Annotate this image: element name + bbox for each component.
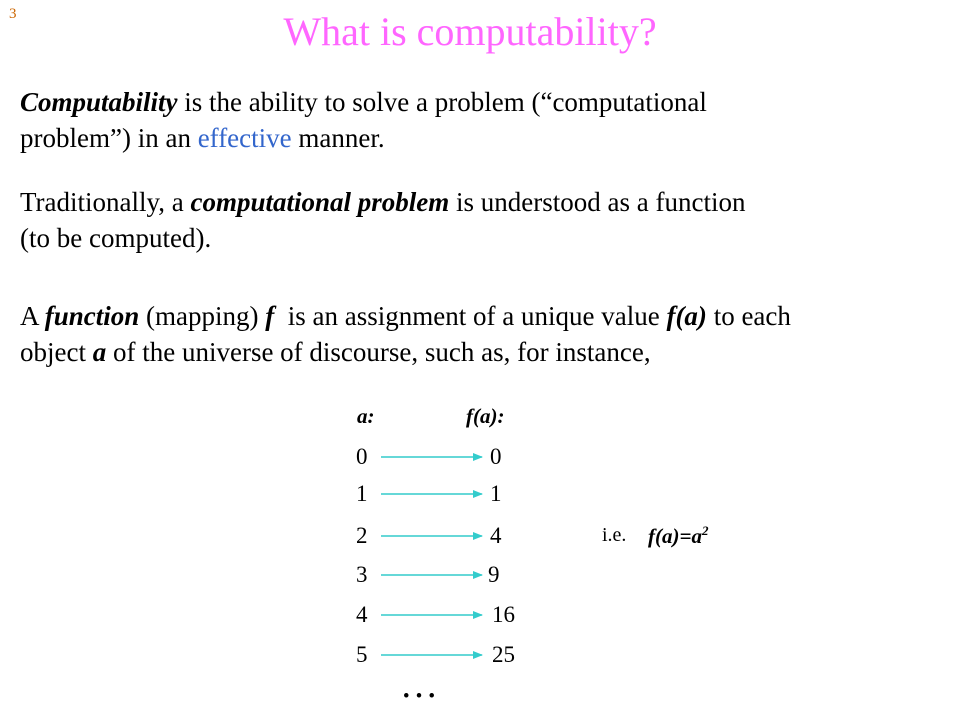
ellipsis: …	[400, 664, 441, 706]
para3-text6: of the universe of discourse, such as, for instance,	[106, 337, 651, 367]
para2-text2: is understood as a function	[449, 187, 746, 217]
symbol-fa: f(a)	[666, 301, 707, 331]
para1-text2: problem”) in an	[20, 123, 198, 153]
formula-text: f(a)=a	[648, 524, 702, 548]
para3-text5: object	[20, 337, 93, 367]
slide-title: What is computability?	[283, 9, 657, 54]
symbol-f: f	[265, 301, 275, 331]
column-header-a: a:	[357, 404, 375, 428]
para3-text1: A	[20, 301, 45, 331]
para1-text3: manner.	[291, 123, 385, 153]
para1-text1: is the ability to solve a problem (“computational	[177, 87, 707, 117]
value-fa-3: 9	[488, 562, 500, 587]
value-a-2: 2	[356, 523, 368, 548]
term-function: function	[44, 301, 140, 331]
slide-number: 3	[9, 6, 17, 22]
para3-text2: (mapping)	[139, 301, 266, 331]
value-fa-0: 0	[490, 444, 502, 469]
term-effective: effective	[197, 123, 292, 153]
formula-exponent: 2	[701, 523, 709, 538]
term-computational-problem: computational problem	[190, 187, 450, 217]
column-header-fa: f(a):	[466, 404, 505, 428]
value-fa-2: 4	[490, 523, 502, 548]
symbol-a: a	[92, 337, 107, 367]
value-fa-1: 1	[490, 481, 502, 506]
value-a-3: 3	[356, 562, 368, 587]
ie-label: i.e.	[602, 524, 627, 546]
value-a-5: 5	[356, 642, 368, 667]
value-a-4: 4	[356, 602, 368, 627]
para3-text4: to each	[706, 301, 791, 331]
term-computability: Computability	[20, 87, 178, 117]
value-fa-5: 25	[492, 642, 515, 667]
value-a-0: 0	[356, 444, 368, 469]
value-fa-4: 16	[492, 602, 515, 627]
para2-text3: (to be computed).	[20, 223, 212, 253]
value-a-1: 1	[356, 481, 368, 506]
para2-text1: Traditionally, a	[20, 187, 191, 217]
para3-text3: is an assignment of a unique value	[274, 301, 667, 331]
square-formula	[648, 523, 708, 549]
